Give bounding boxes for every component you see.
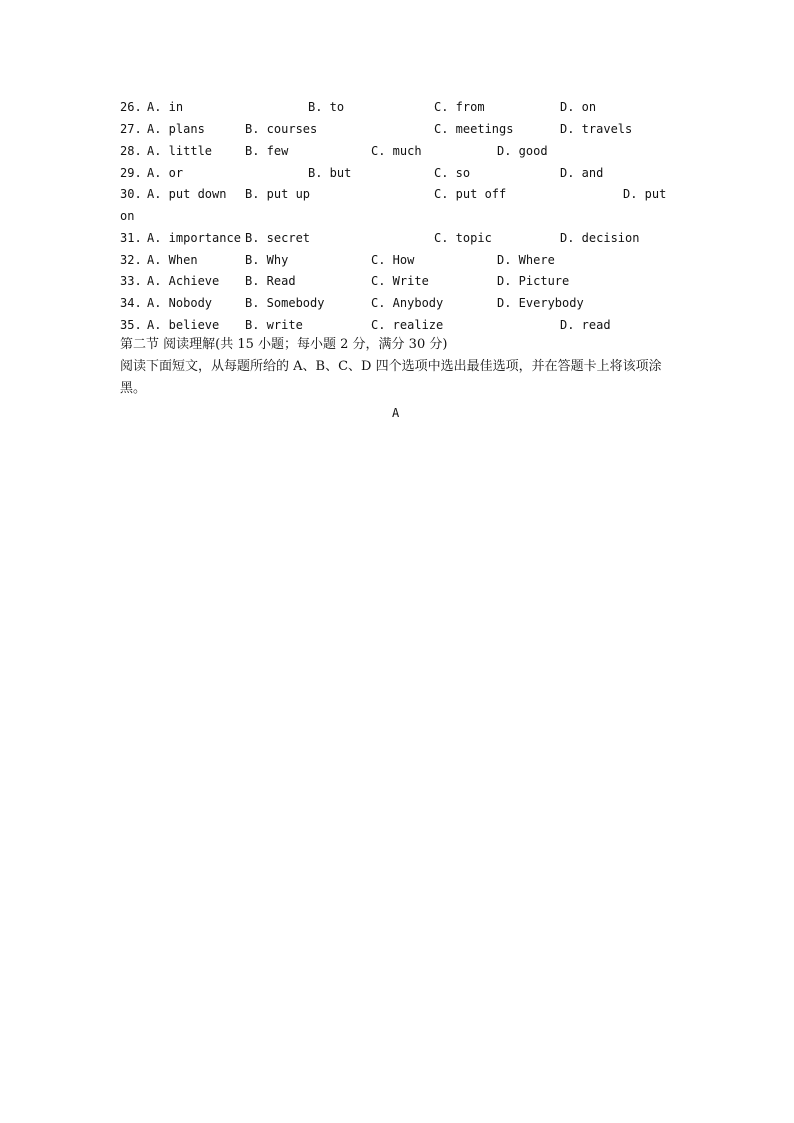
option-c: C. Write bbox=[371, 274, 429, 288]
question-number: 35. bbox=[120, 318, 142, 332]
option-a: A. put down bbox=[147, 187, 227, 201]
option-a: A. plans bbox=[147, 122, 205, 136]
option-d: D. on bbox=[560, 100, 597, 114]
question-number: 28. bbox=[120, 144, 142, 158]
option-d: D. put bbox=[623, 187, 667, 201]
option-b: B. but bbox=[308, 166, 352, 180]
section-instruction: 阅读下面短文，从每题所给的 A、B、C、D 四个选项中选出最佳选项，并在答题卡上将该项涂黑。 bbox=[120, 359, 662, 396]
question-number: 34. bbox=[120, 296, 142, 310]
option-d: D. decision bbox=[560, 231, 640, 245]
question-number: 26. bbox=[120, 100, 142, 114]
option-c: C. much bbox=[371, 144, 422, 158]
option-b: B. write bbox=[245, 318, 303, 332]
question-number: 31. bbox=[120, 231, 142, 245]
option-d: D. read bbox=[560, 318, 611, 332]
option-a: A. little bbox=[147, 144, 213, 158]
option-d: D. Picture bbox=[497, 274, 570, 288]
option-c: C. from bbox=[434, 100, 485, 114]
option-c: C. put off bbox=[434, 187, 507, 201]
question-number: 33. bbox=[120, 274, 142, 288]
option-b: B. put up bbox=[245, 187, 311, 201]
option-a: A. Nobody bbox=[147, 296, 213, 310]
option-c: C. so bbox=[434, 166, 471, 180]
option-d-continuation: on bbox=[120, 209, 135, 223]
option-a: A. in bbox=[147, 100, 184, 114]
option-d: D. Everybody bbox=[497, 296, 584, 310]
option-d: D. travels bbox=[560, 122, 633, 136]
option-c: C. Anybody bbox=[371, 296, 444, 310]
option-b: B. Read bbox=[245, 274, 296, 288]
option-b: B. secret bbox=[245, 231, 311, 245]
option-d: D. and bbox=[560, 166, 604, 180]
option-c: C. meetings bbox=[434, 122, 514, 136]
option-a: A. believe bbox=[147, 318, 220, 332]
option-a: A. importance bbox=[147, 231, 241, 245]
option-d: D. good bbox=[497, 144, 548, 158]
option-a: A. Achieve bbox=[147, 274, 220, 288]
option-b: B. few bbox=[245, 144, 289, 158]
option-c: C. How bbox=[371, 253, 415, 267]
option-b: B. Why bbox=[245, 253, 289, 267]
question-number: 29. bbox=[120, 166, 142, 180]
option-a: A. or bbox=[147, 166, 184, 180]
option-a: A. When bbox=[147, 253, 198, 267]
question-number: 30. bbox=[120, 187, 142, 201]
option-d: D. Where bbox=[497, 253, 555, 267]
option-c: C. topic bbox=[434, 231, 492, 245]
option-b: B. to bbox=[308, 100, 345, 114]
question-number: 27. bbox=[120, 122, 142, 136]
option-b: B. courses bbox=[245, 122, 318, 136]
option-b: B. Somebody bbox=[245, 296, 325, 310]
option-c: C. realize bbox=[371, 318, 444, 332]
question-number: 32. bbox=[120, 253, 142, 267]
section-heading: 第二节 阅读理解(共 15 小题；每小题 2 分，满分 30 分) bbox=[120, 337, 448, 352]
passage-label: A bbox=[392, 406, 400, 420]
